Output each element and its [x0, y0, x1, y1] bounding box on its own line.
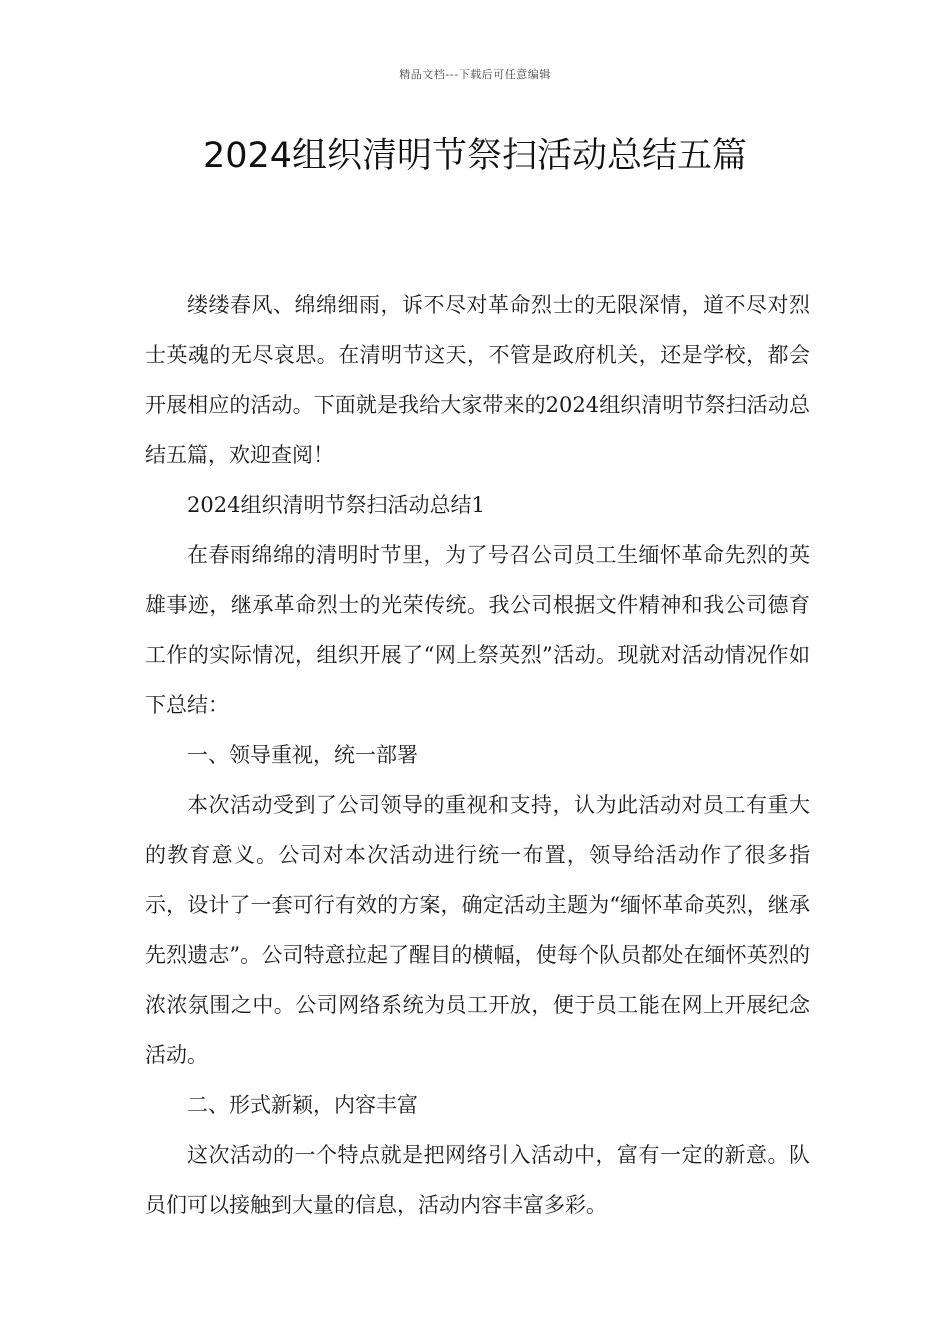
subsection-heading-leadership: 一、领导重视，统一部署 — [187, 743, 418, 767]
document-title: 2024组织清明节祭扫活动总结五篇 — [202, 136, 748, 176]
header-note: 精品文档---下载后可任意编辑 — [399, 68, 551, 81]
body-paragraph: 这次活动的一个特点就是把网络引入活动中，富有一定的新意。队员们可以接触到大量的信息，活动内容丰富多彩。 — [145, 1143, 810, 1217]
intro-paragraph: 缕缕春风、绵绵细雨，诉不尽对革命烈士的无限深情，道不尽对烈士英魂的无尽哀思。在清明节这天，不管是政府机关，还是学校，都会开展相应的活动。下面就是我给大家带来的2024组织清明节祭扫活动总结五篇，欢迎查阅！ — [145, 293, 810, 467]
body-paragraph: 本次活动受到了公司领导的重视和支持，认为此活动对员工有重大的教育意义。公司对本次活动进行统一布置，领导给活动作了很多指示，设计了一套可行有效的方案，确定活动主题为“缅怀革命英烈，继承先烈遗志”。公司特意拉起了醒目的横幅，使每个队员都处在缅怀英烈的浓浓氛围之中。公司网络系统为员工开放，便于员工能在网上开展纪念活动。 — [145, 793, 810, 1067]
subsection-heading-format: 二、形式新颖，内容丰富 — [187, 1093, 418, 1117]
body-paragraph: 在春雨绵绵的清明时节里，为了号召公司员工生缅怀革命先烈的英雄事迹，继承革命烈士的光荣传统。我公司根据文件精神和我公司德育工作的实际情况，组织开展了“网上祭英烈”活动。现就对活动情况作如下总结： — [145, 543, 810, 717]
document-body — [145, 280, 810, 1230]
section-heading-1: 2024组织清明节祭扫活动总结1 — [187, 493, 485, 517]
